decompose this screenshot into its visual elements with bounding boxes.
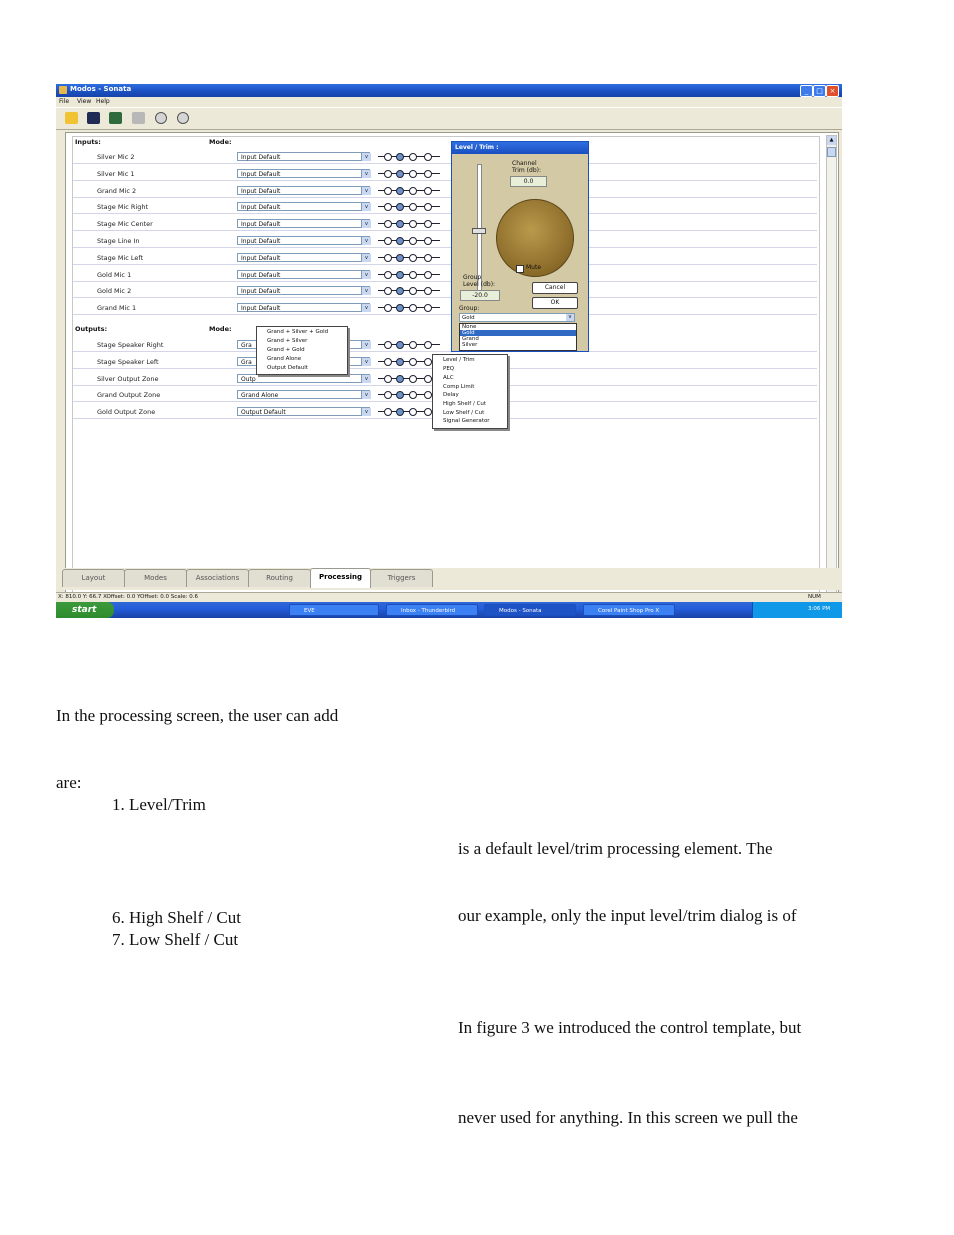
processing-node-icon[interactable] — [384, 408, 392, 416]
fader-handle[interactable] — [472, 228, 486, 234]
processing-node-icon[interactable] — [409, 358, 417, 366]
processing-node-icon[interactable] — [384, 358, 392, 366]
processing-node-icon[interactable] — [396, 358, 404, 366]
mode-menu-item[interactable]: Grand + Silver + Gold — [267, 329, 329, 335]
processing-chain[interactable] — [378, 186, 440, 195]
zoom-out-icon[interactable] — [177, 112, 189, 124]
menu-file[interactable]: File — [59, 98, 70, 105]
processing-menu-item[interactable]: PEQ — [443, 366, 455, 372]
processing-node-icon[interactable] — [396, 287, 404, 295]
row-divider — [73, 264, 817, 265]
inputs-header: Inputs: — [75, 138, 101, 146]
group-level-label: Level (db): — [463, 281, 496, 288]
input-name: Gold Mic 1 — [97, 270, 132, 279]
processing-node-icon[interactable] — [396, 391, 404, 399]
processing-chain[interactable] — [378, 286, 440, 295]
start-button[interactable]: start — [56, 602, 114, 618]
row-divider — [73, 247, 817, 248]
input-mode-select[interactable]: Input Default — [237, 303, 370, 312]
chevron-down-icon[interactable]: v — [566, 314, 574, 321]
processing-chain[interactable] — [378, 390, 440, 399]
window-title: Modos - Sonata — [70, 85, 132, 93]
chevron-down-icon[interactable]: v — [361, 287, 371, 295]
dialog-title: Level / Trim : — [452, 142, 588, 154]
channel-trim-value[interactable]: 0.0 — [510, 176, 547, 187]
maximize-icon[interactable]: □ — [813, 85, 826, 97]
chevron-down-icon[interactable]: v — [361, 153, 371, 161]
ok-button[interactable]: OK — [532, 297, 578, 309]
chevron-down-icon[interactable]: v — [361, 304, 371, 312]
processing-menu-item[interactable]: Comp Limit — [443, 384, 475, 390]
window-titlebar[interactable] — [56, 84, 842, 97]
taskbar — [56, 602, 842, 618]
processing-chain[interactable] — [378, 270, 440, 279]
tab-bar — [56, 568, 842, 590]
processing-node-icon[interactable] — [396, 271, 404, 279]
group-option[interactable]: Gold — [460, 330, 576, 336]
processing-node-icon[interactable] — [424, 237, 432, 245]
processing-node-icon[interactable] — [384, 254, 392, 262]
processing-node-icon[interactable] — [396, 220, 404, 228]
processing-chain[interactable] — [378, 202, 440, 211]
output-name: Grand Output Zone — [97, 391, 161, 400]
tab-processing[interactable]: Processing — [310, 568, 371, 588]
processing-node-icon[interactable] — [424, 358, 432, 366]
processing-node-icon[interactable] — [396, 153, 404, 161]
processing-node-icon[interactable] — [409, 203, 417, 211]
processing-node-icon[interactable] — [409, 375, 417, 383]
processing-chain[interactable] — [378, 152, 440, 161]
row-divider — [73, 314, 817, 315]
close-icon[interactable]: × — [826, 85, 839, 97]
output-mode-select[interactable]: Grand Alone — [237, 390, 370, 399]
zoom-in-icon[interactable] — [155, 112, 167, 124]
mute-checkbox[interactable] — [516, 265, 524, 273]
processing-node-icon[interactable] — [384, 341, 392, 349]
input-name: Stage Mic Left — [97, 253, 144, 262]
input-mode-select[interactable]: Input Default — [237, 286, 370, 295]
group-level-value[interactable]: -20.0 — [460, 290, 500, 301]
output-mode-select[interactable]: Gra — [237, 340, 370, 349]
taskbar-item[interactable]: Modos - Sonata — [484, 604, 576, 616]
toolbar — [56, 107, 842, 130]
cancel-button[interactable]: Cancel — [532, 282, 578, 294]
processing-node-icon[interactable] — [396, 187, 404, 195]
output-name: Gold Output Zone — [97, 408, 156, 417]
processing-node-icon[interactable] — [409, 271, 417, 279]
processing-node-icon[interactable] — [409, 187, 417, 195]
body-line-2: are: — [56, 773, 82, 792]
minimize-icon[interactable]: _ — [800, 85, 813, 97]
status-num: NUM — [808, 594, 821, 600]
processing-node-icon[interactable] — [396, 203, 404, 211]
input-mode-select[interactable]: Input Default — [237, 270, 370, 279]
save-as-icon[interactable] — [109, 112, 122, 124]
mode-menu-item[interactable]: Output Default — [267, 365, 308, 371]
chevron-down-icon[interactable]: v — [361, 358, 371, 366]
status-coordinates: X: 810.0 Y: 66.7 XOffset: 0.0 YOffset: 0.0 Scale: 0.6 — [58, 594, 198, 600]
processing-menu-item[interactable]: ALC — [443, 375, 454, 381]
processing-node-icon[interactable] — [424, 304, 432, 312]
processing-canvas — [65, 132, 839, 608]
processing-menu-item[interactable]: Delay — [443, 392, 459, 398]
chevron-down-icon[interactable]: v — [361, 391, 371, 399]
print-icon[interactable] — [132, 112, 145, 124]
processing-node-icon[interactable] — [409, 254, 417, 262]
list-item-1: 1. Level/Trim — [112, 795, 206, 814]
tab-triggers[interactable]: Triggers — [370, 569, 433, 587]
level-trim-dialog — [451, 141, 589, 352]
tab-associations[interactable]: Associations — [186, 569, 249, 587]
processing-menu-item[interactable]: High Shelf / Cut — [443, 401, 487, 407]
chevron-down-icon[interactable]: v — [361, 408, 371, 416]
processing-menu-item[interactable]: Signal Generator — [443, 418, 490, 424]
processing-node-icon[interactable] — [384, 170, 392, 178]
outputs-header: Outputs: — [75, 325, 108, 333]
mode-menu-item[interactable]: Grand Alone — [267, 356, 302, 362]
output-mode-select[interactable]: Outp — [237, 374, 370, 383]
processing-menu-item[interactable]: Low Shelf / Cut — [443, 410, 485, 416]
mode-context-menu — [256, 326, 348, 375]
row-divider — [73, 180, 817, 181]
chevron-down-icon[interactable]: v — [361, 203, 371, 211]
processing-chain[interactable] — [378, 236, 440, 245]
processing-panel — [72, 136, 820, 606]
taskbar-item[interactable]: Corel Paint Shop Pro X — [583, 604, 675, 616]
group-option[interactable]: None — [462, 324, 477, 330]
input-mode-select[interactable]: Input Default — [237, 236, 370, 245]
output-name: Silver Output Zone — [97, 374, 159, 383]
processing-chain[interactable] — [378, 219, 440, 228]
right-line-1: is a default level/trim processing element. The — [458, 839, 773, 858]
processing-context-menu — [432, 354, 508, 429]
chevron-down-icon[interactable]: v — [361, 220, 371, 228]
processing-node-icon[interactable] — [409, 170, 417, 178]
row-divider — [73, 213, 817, 214]
channel-trim-label: Channel — [512, 160, 537, 167]
row-divider — [73, 197, 817, 198]
chevron-down-icon[interactable]: v — [361, 170, 371, 178]
row-divider — [73, 351, 817, 352]
chevron-down-icon[interactable]: v — [361, 375, 371, 383]
processing-node-icon[interactable] — [384, 203, 392, 211]
processing-node-icon[interactable] — [396, 304, 404, 312]
processing-node-icon[interactable] — [384, 375, 392, 383]
menu-view[interactable]: View — [77, 98, 92, 105]
input-name: Gold Mic 2 — [97, 287, 132, 296]
processing-node-icon[interactable] — [424, 220, 432, 228]
mute-label: Mute — [526, 264, 542, 271]
processing-node-icon[interactable] — [424, 287, 432, 295]
channel-trim-label: Trim (db): — [512, 167, 541, 174]
processing-node-icon[interactable] — [424, 153, 432, 161]
processing-node-icon[interactable] — [409, 304, 417, 312]
processing-node-icon[interactable] — [396, 341, 404, 349]
group-dropdown-list — [459, 323, 577, 351]
processing-node-icon[interactable] — [424, 341, 432, 349]
menu-help[interactable]: Help — [96, 98, 110, 105]
processing-node-icon[interactable] — [409, 237, 417, 245]
processing-chain[interactable] — [378, 169, 440, 178]
inputs-mode-header: Mode: — [209, 138, 232, 146]
processing-node-icon[interactable] — [384, 220, 392, 228]
row-divider — [73, 281, 817, 282]
processing-node-icon[interactable] — [384, 237, 392, 245]
processing-node-icon[interactable] — [409, 391, 417, 399]
processing-node-icon[interactable] — [396, 375, 404, 383]
processing-menu-item[interactable]: Level / Trim — [443, 357, 475, 363]
processing-node-icon[interactable] — [409, 153, 417, 161]
right-line-2: our example, only the input level/trim dialog is of — [458, 906, 797, 925]
tab-layout[interactable]: Layout — [62, 569, 125, 587]
app-icon — [59, 86, 67, 94]
scroll-up-icon[interactable]: ▲ — [827, 136, 836, 145]
group-select[interactable]: Gold — [459, 313, 575, 322]
input-name: Stage Mic Center — [97, 220, 153, 229]
processing-node-icon[interactable] — [384, 271, 392, 279]
system-tray — [752, 602, 842, 618]
group-option[interactable]: Silver — [462, 342, 478, 348]
vertical-scrollbar[interactable] — [826, 135, 837, 605]
processing-chain[interactable] — [378, 303, 440, 312]
scroll-thumb[interactable] — [827, 147, 836, 157]
input-name: Silver Mic 1 — [97, 169, 135, 178]
input-name: Stage Line In — [97, 237, 140, 245]
input-name: Silver Mic 2 — [97, 153, 135, 161]
processing-node-icon[interactable] — [424, 408, 432, 416]
clock: 3:06 PM — [808, 606, 831, 612]
processing-node-icon[interactable] — [384, 304, 392, 312]
processing-chain[interactable] — [378, 253, 440, 262]
taskbar-item[interactable]: Inbox - Thunderbird — [386, 604, 478, 616]
chevron-down-icon[interactable]: v — [361, 271, 371, 279]
processing-node-icon[interactable] — [424, 254, 432, 262]
processing-node-icon[interactable] — [424, 375, 432, 383]
input-mode-select[interactable]: Input Default — [237, 169, 370, 178]
processing-node-icon[interactable] — [409, 341, 417, 349]
processing-node-icon[interactable] — [424, 203, 432, 211]
chevron-down-icon[interactable]: v — [361, 254, 371, 262]
input-name: Stage Mic Right — [97, 203, 149, 212]
open-icon[interactable] — [65, 112, 78, 124]
processing-node-icon[interactable] — [396, 254, 404, 262]
output-mode-select[interactable]: Output Default — [237, 407, 370, 416]
right-line-3: In figure 3 we introduced the control template, but — [458, 1018, 802, 1037]
taskbar-item[interactable]: EVE — [289, 604, 379, 616]
input-name: Grand Mic 2 — [97, 186, 137, 195]
right-line-4: never used for anything. In this screen we pull the — [458, 1108, 798, 1127]
processing-node-icon[interactable] — [384, 187, 392, 195]
chevron-down-icon[interactable]: v — [361, 187, 371, 195]
group-option[interactable]: Grand — [462, 336, 479, 342]
output-name: Stage Speaker Right — [97, 341, 164, 349]
processing-chain[interactable] — [378, 407, 440, 416]
list-item-6: 6. High Shelf / Cut — [112, 908, 241, 927]
mode-menu-item[interactable]: Grand + Gold — [267, 347, 305, 353]
processing-node-icon[interactable] — [409, 408, 417, 416]
screenshot-figure — [56, 84, 842, 618]
processing-node-icon[interactable] — [396, 170, 404, 178]
processing-node-icon[interactable] — [384, 287, 392, 295]
processing-node-icon[interactable] — [424, 170, 432, 178]
input-mode-select[interactable]: Input Default — [237, 253, 370, 262]
group-level-label: Group — [463, 274, 482, 281]
group-label: Group: — [459, 305, 480, 312]
input-mode-select[interactable]: Input Default — [237, 219, 370, 228]
menu-bar — [56, 97, 842, 107]
chevron-down-icon[interactable]: v — [361, 341, 371, 349]
output-mode-select[interactable]: Gra — [237, 357, 370, 366]
outputs-mode-header: Mode: — [209, 325, 232, 333]
input-mode-select[interactable]: Input Default — [237, 186, 370, 195]
processing-chain[interactable] — [378, 374, 440, 383]
list-item-7: 7. Low Shelf / Cut — [112, 930, 239, 949]
processing-node-icon[interactable] — [384, 391, 392, 399]
tab-routing[interactable]: Routing — [248, 569, 311, 587]
tab-modes[interactable]: Modes — [124, 569, 187, 587]
processing-node-icon[interactable] — [424, 187, 432, 195]
processing-chain[interactable] — [378, 357, 440, 366]
processing-chain[interactable] — [378, 340, 440, 349]
input-name: Grand Mic 1 — [97, 304, 137, 313]
output-name: Stage Speaker Left — [97, 357, 159, 366]
input-mode-select[interactable]: Input Default — [237, 152, 370, 161]
save-icon[interactable] — [87, 112, 100, 124]
processing-node-icon[interactable] — [396, 408, 404, 416]
processing-node-icon[interactable] — [424, 391, 432, 399]
processing-node-icon[interactable] — [384, 153, 392, 161]
processing-node-icon[interactable] — [396, 237, 404, 245]
processing-node-icon[interactable] — [409, 220, 417, 228]
processing-node-icon[interactable] — [409, 287, 417, 295]
row-divider — [73, 163, 817, 164]
row-divider — [73, 297, 817, 298]
chevron-down-icon[interactable]: v — [361, 237, 371, 245]
processing-node-icon[interactable] — [424, 271, 432, 279]
input-mode-select[interactable]: Input Default — [237, 202, 370, 211]
row-divider — [73, 230, 817, 231]
mode-menu-item[interactable]: Grand + Silver — [267, 338, 308, 344]
body-line-1: In the processing screen, the user can add — [56, 706, 339, 725]
